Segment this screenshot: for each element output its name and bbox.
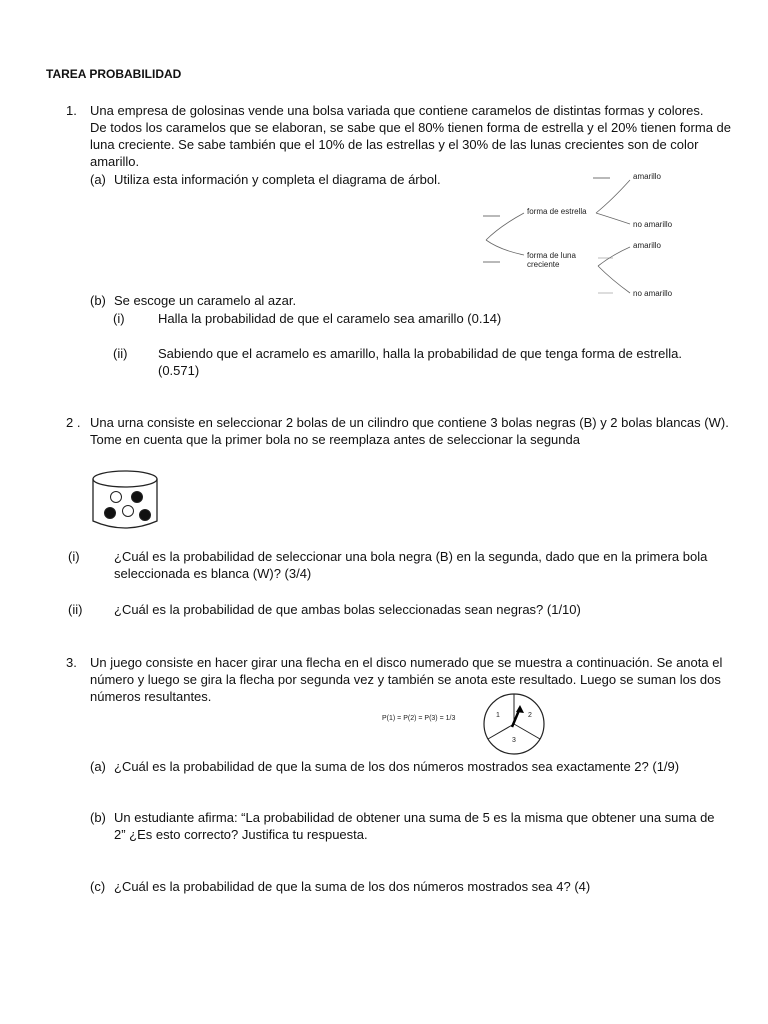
q1bii-text-1: Sabiendo que el acramelo es amarillo, halla la probabilidad de que tenga forma de estrella. <box>158 346 682 361</box>
q3b-text-1: Un estudiante afirma: “La probabilidad de obtener una suma de 5 es la misma que obtener una suma de <box>114 810 715 825</box>
q1b-label: (b) <box>90 293 106 308</box>
q2ii-text: ¿Cuál es la probabilidad de que ambas bolas seleccionadas sean negras? (1/10) <box>114 602 581 617</box>
q3-line-1: Un juego consiste en hacer girar una flecha en el disco numerado que se muestra a continuación. Se anota el <box>90 655 723 670</box>
q3b-label: (b) <box>90 810 106 825</box>
q1-line-1: Una empresa de golosinas vende una bolsa variada que contiene caramelos de distintas formas y colores. <box>90 103 704 118</box>
q2i-text-1: ¿Cuál es la probabilidad de seleccionar una bola negra (B) en la segunda, dado que en la primera bola <box>114 549 708 564</box>
q3-line-3: números resultantes. <box>90 689 212 704</box>
tree-star-label: forma de estrella <box>527 207 587 216</box>
q3c-text: ¿Cuál es la probabilidad de que la suma de los dos números mostrados sea 4? (4) <box>114 879 591 894</box>
spinner-label-2: 2 <box>528 712 532 719</box>
q3c-label: (c) <box>90 879 106 894</box>
q1a-label: (a) <box>90 172 106 187</box>
q3a-label: (a) <box>90 759 106 774</box>
q2i-text-2: seleccionada es blanca (W)? (3/4) <box>114 566 312 581</box>
q1bi-text: Halla la probabilidad de que el caramelo sea amarillo (0.14) <box>158 311 502 326</box>
q1bi-label: (i) <box>113 311 125 326</box>
spinner-label-1: 1 <box>496 712 500 719</box>
q1b-text: Se escoge un caramelo al azar. <box>114 293 297 308</box>
page-title: TAREA PROBABILIDAD <box>46 67 182 81</box>
probability-formula: P(1) = P(2) = P(3) = 1/3 <box>382 715 456 722</box>
q3-number: 3. <box>66 655 77 670</box>
tree-moon-label-2: creciente <box>527 260 560 269</box>
q2-number: 2 . <box>66 415 81 430</box>
q2-line-2: Tome en cuenta que la primer bola no se reemplaza antes de seleccionar la segunda <box>90 432 580 447</box>
q2ii-label: (ii) <box>68 602 83 617</box>
tree-not-yellow-2: no amarillo <box>633 289 673 298</box>
spinner-label-3: 3 <box>512 737 516 744</box>
tree-moon-label-1: forma de luna <box>527 251 576 260</box>
q3-line-2: número y luego se gira la flecha por segunda vez y también se anota este resultado. Luego se suman los dos <box>90 672 721 687</box>
q2i-label: (i) <box>68 549 80 564</box>
q1-number: 1. <box>66 103 77 118</box>
tree-yellow-1: amarillo <box>633 172 662 181</box>
q1-line-4: amarillo. <box>90 154 140 169</box>
q3b-text-2: 2” ¿Es esto correcto? Justifica tu respuesta. <box>114 827 368 842</box>
q1bii-label: (ii) <box>113 346 128 361</box>
q2-line-1: Una urna consiste en seleccionar 2 bolas de un cilindro que contiene 3 bolas negras (B) y 2 bolas blancas (W). <box>90 415 729 430</box>
q1-line-2: De todos los caramelos que se elaboran, se sabe que el 80% tienen forma de estrella y el 20% tienen forma de <box>90 120 731 135</box>
tree-yellow-2: amarillo <box>633 241 662 250</box>
tree-not-yellow-1: no amarillo <box>633 220 673 229</box>
q1bii-text-2: (0.571) <box>158 363 200 378</box>
q1-line-3: luna creciente. Se sabe también que el 10% de las estrellas y el 30% de las lunas crecientes son de color <box>90 137 699 152</box>
q3a-text: ¿Cuál es la probabilidad de que la suma de los dos números mostrados sea exactamente 2? (1/9) <box>114 759 680 774</box>
q1a-text: Utiliza esta información y completa el diagrama de árbol. <box>114 172 441 187</box>
